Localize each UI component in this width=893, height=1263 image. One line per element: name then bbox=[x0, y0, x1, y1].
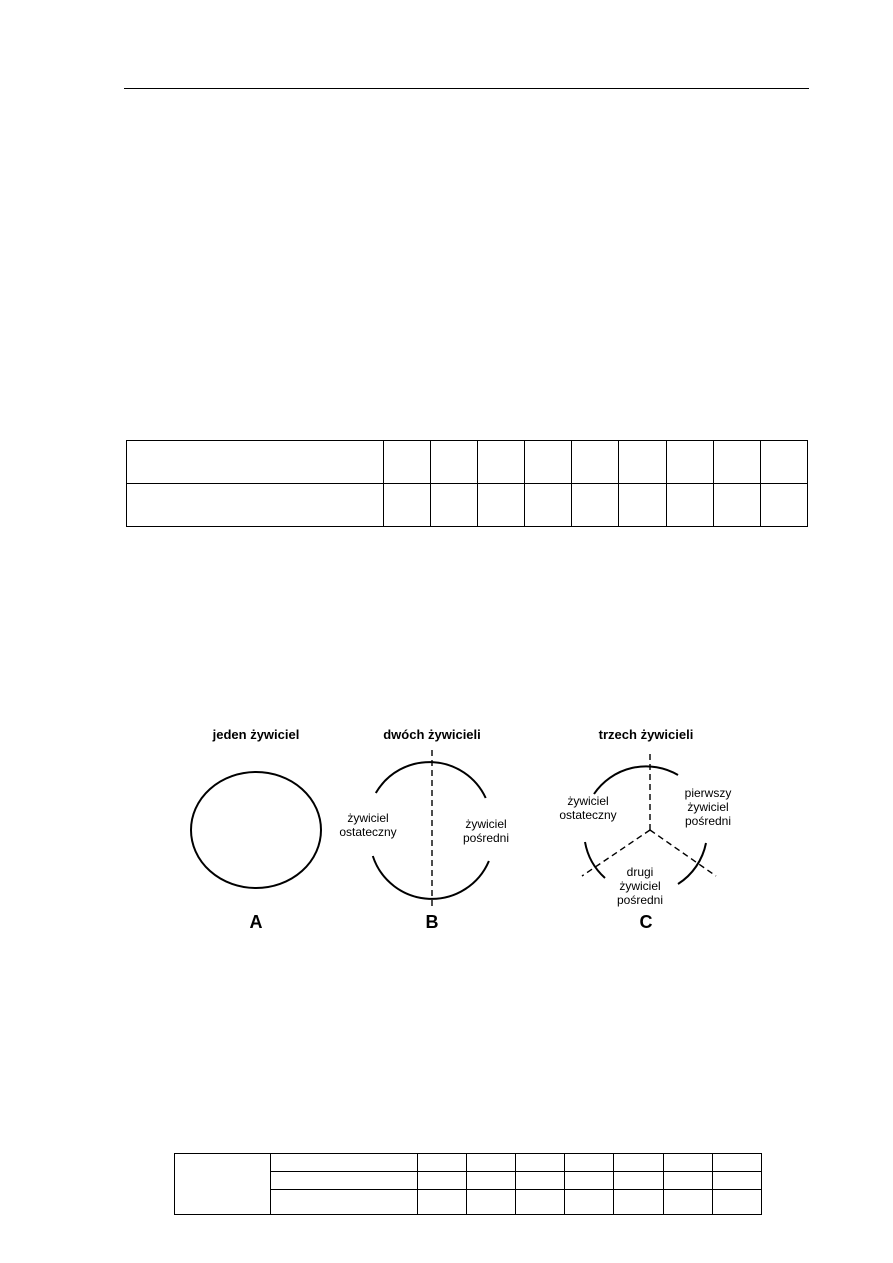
answer-cell[interactable] bbox=[516, 1190, 565, 1215]
panel-b-label-final-host-1: żywiciel bbox=[347, 811, 389, 825]
answer-cell[interactable] bbox=[417, 1190, 466, 1215]
answer-cell[interactable] bbox=[713, 441, 760, 484]
answer-table-bottom bbox=[174, 1153, 762, 1215]
panel-b bbox=[339, 727, 509, 932]
panel-c bbox=[559, 727, 731, 932]
panel-c-label-first-intermediate-2: żywiciel bbox=[687, 800, 729, 814]
table-group-label-cell bbox=[175, 1154, 271, 1215]
panel-b-title: dwóch żywicieli bbox=[383, 727, 481, 742]
answer-cell[interactable] bbox=[760, 484, 807, 527]
panel-c-arc-right bbox=[678, 843, 706, 884]
table-row bbox=[175, 1154, 762, 1172]
panel-b-letter: B bbox=[425, 912, 439, 932]
answer-cell[interactable] bbox=[666, 441, 713, 484]
answer-cell[interactable] bbox=[417, 1154, 466, 1172]
table-row bbox=[127, 484, 808, 527]
answer-cell[interactable] bbox=[565, 1172, 614, 1190]
answer-cell[interactable] bbox=[478, 441, 525, 484]
answer-cell[interactable] bbox=[565, 1190, 614, 1215]
panel-b-label-intermediate-host-1: żywiciel bbox=[465, 817, 507, 831]
panel-a bbox=[191, 727, 321, 932]
answer-cell[interactable] bbox=[666, 484, 713, 527]
life-cycle-svg bbox=[180, 718, 740, 943]
table-label-cell bbox=[271, 1190, 417, 1215]
table-label-cell bbox=[271, 1172, 417, 1190]
answer-cell[interactable] bbox=[712, 1172, 761, 1190]
panel-c-label-first-intermediate-1: pierwszy bbox=[684, 786, 732, 800]
header-rule bbox=[124, 88, 809, 89]
panel-c-divider-right bbox=[650, 830, 716, 876]
answer-cell[interactable] bbox=[619, 441, 666, 484]
table-label-cell bbox=[271, 1154, 417, 1172]
answer-cell[interactable] bbox=[663, 1154, 712, 1172]
answer-cell[interactable] bbox=[614, 1154, 663, 1172]
answer-cell[interactable] bbox=[417, 1172, 466, 1190]
answer-cell[interactable] bbox=[663, 1190, 712, 1215]
answer-cell[interactable] bbox=[516, 1154, 565, 1172]
panel-c-label-second-intermediate-3: pośredni bbox=[616, 893, 664, 907]
life-cycle-diagram bbox=[180, 718, 740, 943]
answer-cell[interactable] bbox=[663, 1172, 712, 1190]
answer-cell[interactable] bbox=[466, 1172, 515, 1190]
table-label-cell bbox=[127, 441, 384, 484]
answer-cell[interactable] bbox=[525, 484, 572, 527]
panel-b-arc-top bbox=[376, 762, 486, 798]
answer-cell[interactable] bbox=[478, 484, 525, 527]
panel-b-label-final-host-2: ostateczny bbox=[339, 825, 397, 839]
panel-a-circle bbox=[191, 772, 321, 888]
answer-cell[interactable] bbox=[760, 441, 807, 484]
panel-c-label-final-host-2: ostateczny bbox=[559, 808, 617, 822]
panel-a-title: jeden żywiciel bbox=[212, 727, 300, 742]
answer-cell[interactable] bbox=[619, 484, 666, 527]
answer-cell[interactable] bbox=[383, 441, 430, 484]
panel-b-label-intermediate-host-2: pośredni bbox=[462, 831, 510, 845]
answer-cell[interactable] bbox=[565, 1154, 614, 1172]
panel-c-label-second-intermediate-2: żywiciel bbox=[619, 879, 661, 893]
panel-c-title: trzech żywicieli bbox=[598, 727, 694, 742]
panel-b-arc-bottom bbox=[373, 856, 489, 899]
panel-c-letter: C bbox=[639, 912, 653, 932]
answer-cell[interactable] bbox=[525, 441, 572, 484]
panel-c-arc-top bbox=[594, 766, 678, 794]
answer-cell[interactable] bbox=[713, 484, 760, 527]
panel-c-label-first-intermediate-3: pośredni bbox=[684, 814, 732, 828]
answer-cell[interactable] bbox=[614, 1190, 663, 1215]
table-row bbox=[127, 441, 808, 484]
table-label-cell bbox=[127, 484, 384, 527]
answer-cell[interactable] bbox=[430, 441, 477, 484]
panel-a-letter: A bbox=[249, 912, 263, 932]
answer-cell[interactable] bbox=[466, 1190, 515, 1215]
answer-cell[interactable] bbox=[466, 1154, 515, 1172]
answer-cell[interactable] bbox=[572, 441, 619, 484]
answer-cell[interactable] bbox=[572, 484, 619, 527]
answer-cell[interactable] bbox=[712, 1154, 761, 1172]
answer-cell[interactable] bbox=[712, 1190, 761, 1215]
panel-c-label-final-host-1: żywiciel bbox=[567, 794, 609, 808]
answer-cell[interactable] bbox=[614, 1172, 663, 1190]
answer-table-top bbox=[126, 440, 808, 527]
panel-c-label-second-intermediate-1: drugi bbox=[626, 865, 654, 879]
answer-cell[interactable] bbox=[383, 484, 430, 527]
answer-cell[interactable] bbox=[430, 484, 477, 527]
answer-cell[interactable] bbox=[516, 1172, 565, 1190]
